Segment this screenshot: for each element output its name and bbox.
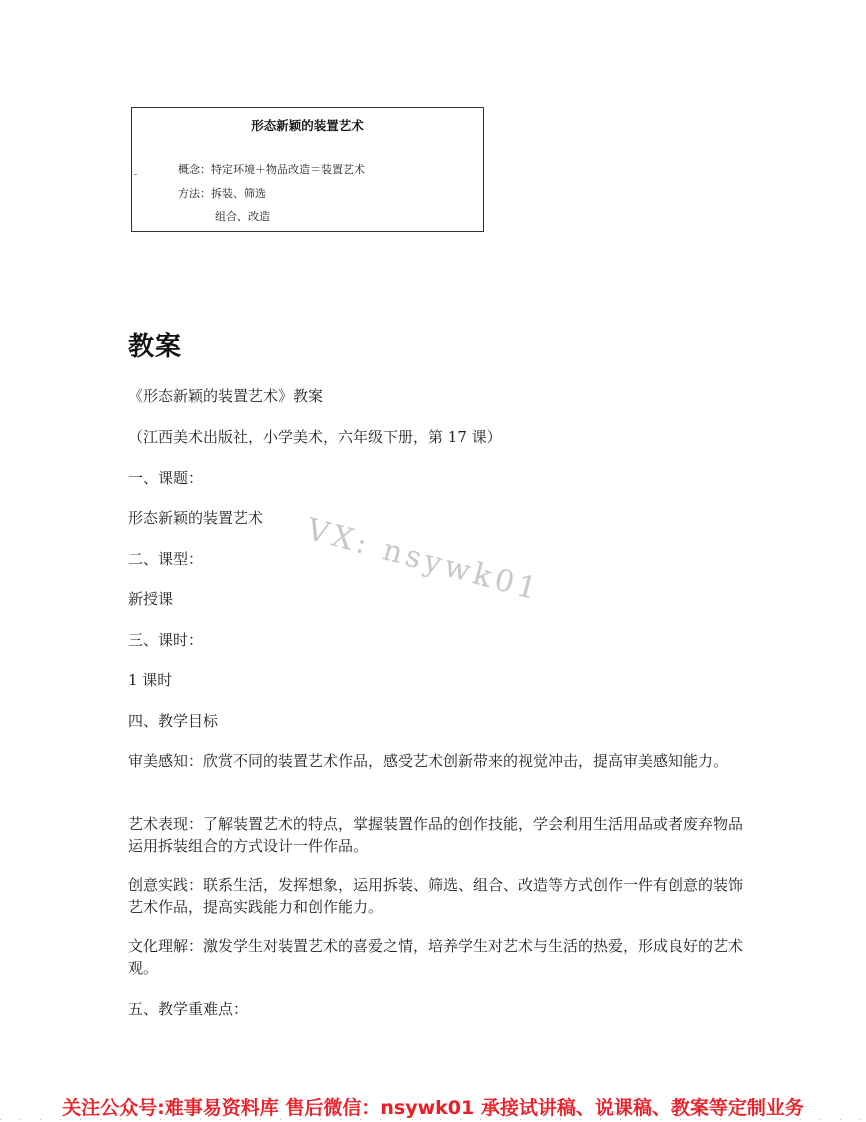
footer-rule [0,1119,866,1120]
footer-banner: 关注公众号:难事易资料库 售后微信：nsywk01 承接试讲稿、说课稿、教案等定制业务 [62,1097,804,1119]
section-key-points-heading: 五、教学重难点： [128,1000,249,1018]
section-goals-heading: 四、教学目标 [128,712,219,730]
method-line: 方法：拆装、筛选 [178,187,266,200]
goal-aesthetic: 审美感知：欣赏不同的装置艺术作品，感受艺术创新带来的视觉冲击，提高审美感知能力。 [128,752,729,770]
section-hours-value: 1 课时 [128,671,173,689]
goal-practice: 创意实践：联系生活，发挥想象，运用拆装、筛选、组合、改造等方式创作一件有创意的装饰艺术作品，提高实践能力和创作能力。 [128,876,744,916]
method-line-continued: 组合、改造 [215,210,270,223]
document-heading: 教案 [128,332,183,362]
section-type-value: 新授课 [128,590,174,608]
lesson-plan-title: 《形态新颖的装置艺术》教案 [128,387,324,405]
concept-box-title: 形态新颖的装置艺术 [251,118,364,133]
goal-expression: 艺术表现：了解装置艺术的特点，掌握装置作品的创作技能，学会利用生活用品或者废弃物品运用拆装组合的方式设计一件作品。 [128,815,744,855]
section-hours-heading: 三、课时： [128,631,204,649]
concept-line: 概念：特定环境＋物品改造＝装置艺术 [178,163,365,176]
publisher-info: （江西美术出版社，小学美术，六年级下册，第 17 课） [128,428,502,446]
section-topic-value: 形态新颖的装置艺术 [128,509,264,527]
goal-culture: 文化理解：激发学生对装置艺术的喜爱之情，培养学生对艺术与生活的热爱，形成良好的艺术观。 [128,937,744,977]
section-type-heading: 二、课型： [128,550,204,568]
box-mark [134,174,137,175]
watermark: VX: nsywk01 [302,512,545,609]
section-topic-heading: 一、课题： [128,469,204,487]
concept-box [131,107,484,232]
